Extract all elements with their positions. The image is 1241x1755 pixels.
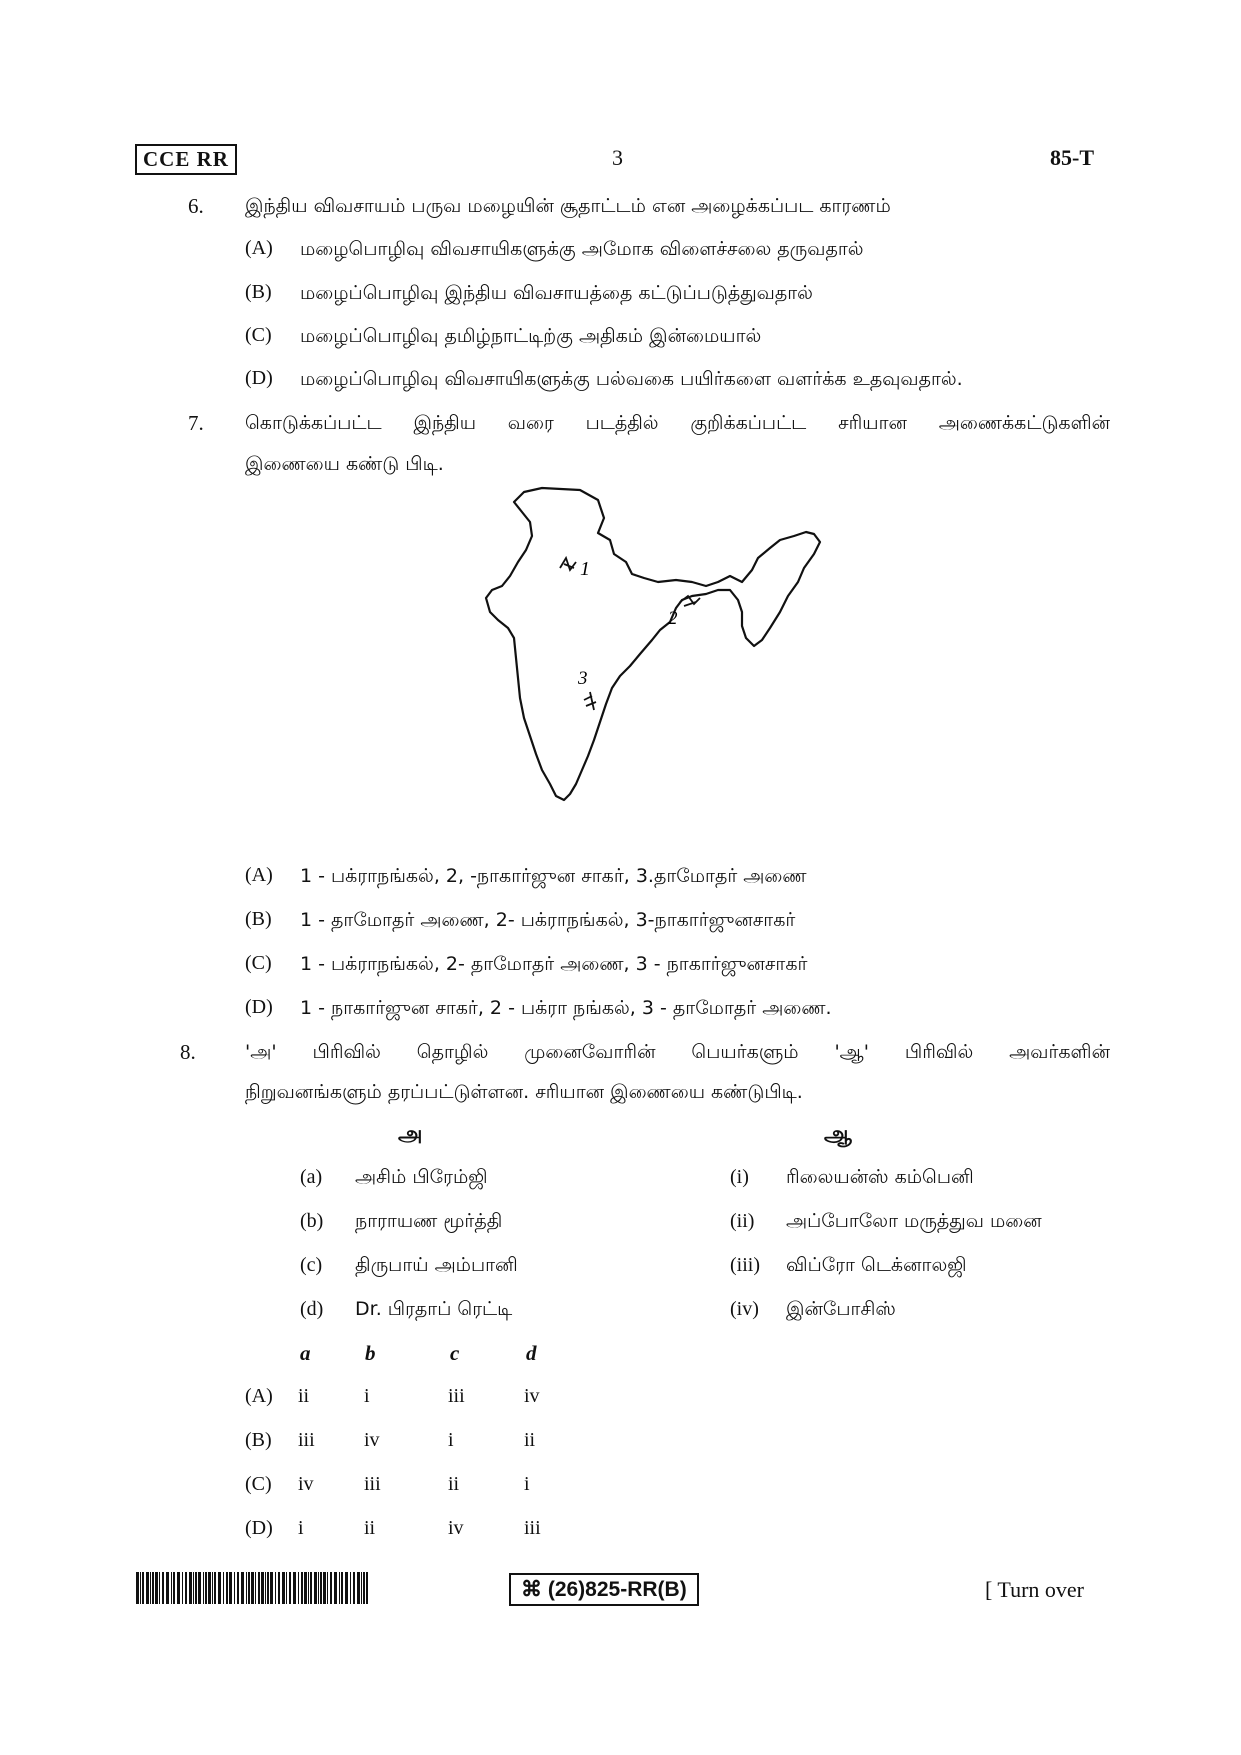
map-label-1: 1 — [580, 558, 590, 580]
q8-answer-d-2: ii — [364, 1517, 376, 1539]
q8-col-b-text-i: ரிலையன்ஸ் கம்பெனி — [786, 1166, 974, 1188]
paper-code: 85-T — [1050, 145, 1094, 170]
q8-col-b-label-i: (i) — [730, 1166, 749, 1188]
footer-code: ⌘ (26)825-RR(B) — [509, 1573, 699, 1606]
turn-over-text: [ Turn over — [985, 1577, 1085, 1602]
q7-option-d-label: (D) — [245, 996, 273, 1018]
q8-answer-header-b: b — [365, 1341, 376, 1365]
q8-answer-label-c: (C) — [245, 1473, 272, 1495]
q8-answer-b-2: iv — [364, 1429, 380, 1451]
q8-answer-b-4: ii — [524, 1429, 536, 1451]
q7-option-a-text: 1 - பக்ராநங்கல், 2, -நாகார்ஜுன சாகர், 3.தாமோதர் அணை — [300, 865, 807, 887]
q8-col-b-text-iv: இன்போசிஸ் — [786, 1298, 896, 1320]
q8-col-b-header: ஆ — [824, 1122, 852, 1147]
q8-question-line1: 'அ' பிரிவில் தொழில் முனைவோரின் பெயர்களும் 'ஆ' பிரிவில் அவர்களின் — [245, 1041, 1110, 1063]
q8-answer-header-d: d — [526, 1341, 537, 1365]
q7-option-b-label: (B) — [245, 908, 272, 930]
q7-question-line1: கொடுக்கப்பட்ட இந்திய வரை படத்தில் குறிக்கப்பட்ட சரியான அணைக்கட்டுகளின் — [245, 412, 1110, 434]
q8-col-b-label-iii: (iii) — [730, 1254, 760, 1276]
q8-answer-b-1: iii — [298, 1429, 315, 1451]
q8-answer-label-a: (A) — [245, 1385, 273, 1407]
q8-question-line2: நிறுவனங்களும் தரப்பட்டுள்ளன. சரியான இணையை கண்டுபிடி. — [245, 1081, 803, 1103]
map-mark-3 — [584, 692, 596, 710]
map-outline — [486, 488, 820, 800]
q8-answer-header-c: c — [450, 1341, 460, 1365]
q8-col-b-text-ii: அப்போலோ மருத்துவ மனை — [786, 1210, 1042, 1232]
q8-answer-a-1: ii — [298, 1385, 310, 1407]
q8-answer-b-3: i — [448, 1429, 454, 1451]
q6-option-b-label: (B) — [245, 281, 272, 303]
q8-col-a-text-a: அசிம் பிரேம்ஜி — [355, 1166, 488, 1188]
q6-question: இந்திய விவசாயம் பருவ மழையின் சூதாட்டம் என அழைக்கப்பட காரணம் — [245, 195, 891, 217]
q8-answer-a-4: iv — [524, 1385, 540, 1407]
q8-col-a-label-c: (c) — [300, 1254, 323, 1276]
q8-answer-a-3: iii — [448, 1385, 465, 1407]
q8-col-a-label-a: (a) — [300, 1166, 323, 1188]
q8-col-b-text-iii: விப்ரோ டெக்னாலஜி — [786, 1254, 967, 1276]
q6-option-d-text: மழைப்பொழிவு விவசாயிகளுக்கு பல்வகை பயிர்களை வளர்க்க உதவுவதால். — [300, 368, 963, 390]
map-mark-1 — [560, 558, 576, 570]
q7-option-a-label: (A) — [245, 864, 273, 886]
q8-answer-a-2: i — [364, 1385, 370, 1407]
q6-option-d-label: (D) — [245, 367, 273, 389]
q6-option-c-label: (C) — [245, 324, 272, 346]
q7-option-c-text: 1 - பக்ராநங்கல், 2- தாமோதர் அணை, 3 - நாகார்ஜுனசாகர் — [300, 953, 808, 975]
q7-option-b-text: 1 - தாமோதர் அணை, 2- பக்ராநங்கல், 3-நாகார்ஜுனசாகர் — [300, 909, 796, 931]
q8-col-b-label-ii: (ii) — [730, 1210, 755, 1232]
q8-answer-header-a: a — [300, 1341, 311, 1365]
page-number: 3 — [612, 145, 623, 170]
q8-col-a-text-d: Dr. பிரதாப் ரெட்டி — [355, 1298, 513, 1320]
q8-col-b-label-iv: (iv) — [730, 1298, 759, 1320]
header-code: CCE RR — [135, 144, 237, 175]
india-outline-map — [480, 478, 880, 848]
q7-question-line2: இணையை கண்டு பிடி. — [245, 453, 444, 475]
q6-option-c-text: மழைப்பொழிவு தமிழ்நாட்டிற்கு அதிகம் இன்மையால் — [300, 325, 762, 347]
q7-number: 7. — [188, 411, 204, 435]
q8-answer-label-d: (D) — [245, 1517, 273, 1539]
q8-col-a-label-d: (d) — [300, 1298, 324, 1320]
q8-answer-d-4: iii — [524, 1517, 541, 1539]
q8-col-a-text-c: திருபாய் அம்பானி — [355, 1254, 518, 1276]
q6-number: 6. — [188, 194, 204, 218]
barcode — [136, 1572, 368, 1604]
q8-answer-c-1: iv — [298, 1473, 314, 1495]
q7-option-d-text: 1 - நாகார்ஜுன சாகர், 2 - பக்ரா நங்கல், 3 - தாமோதர் அணை. — [300, 997, 832, 1019]
q8-col-a-label-b: (b) — [300, 1210, 324, 1232]
barcode-bars — [136, 1572, 368, 1604]
map-mark-2 — [680, 596, 700, 606]
map-label-3: 3 — [578, 668, 588, 689]
q6-option-b-text: மழைப்பொழிவு இந்திய விவசாயத்தை கட்டுப்படுத்துவதால் — [300, 282, 813, 304]
q8-answer-d-1: i — [298, 1517, 304, 1539]
q8-col-a-header: அ — [398, 1122, 423, 1147]
q8-col-a-text-b: நாராயண மூர்த்தி — [355, 1210, 503, 1232]
q8-answer-d-3: iv — [448, 1517, 464, 1539]
q8-answer-c-4: i — [524, 1473, 530, 1495]
q8-number: 8. — [180, 1040, 196, 1064]
q7-option-c-label: (C) — [245, 952, 272, 974]
q8-answer-label-b: (B) — [245, 1429, 272, 1451]
q6-option-a-text: மழைபொழிவு விவசாயிகளுக்கு அமோக விளைச்சலை தருவதால் — [300, 238, 864, 260]
q8-answer-c-3: ii — [448, 1473, 460, 1495]
map-label-2: 2 — [668, 608, 678, 629]
q8-answer-c-2: iii — [364, 1473, 381, 1495]
q6-option-a-label: (A) — [245, 237, 273, 259]
